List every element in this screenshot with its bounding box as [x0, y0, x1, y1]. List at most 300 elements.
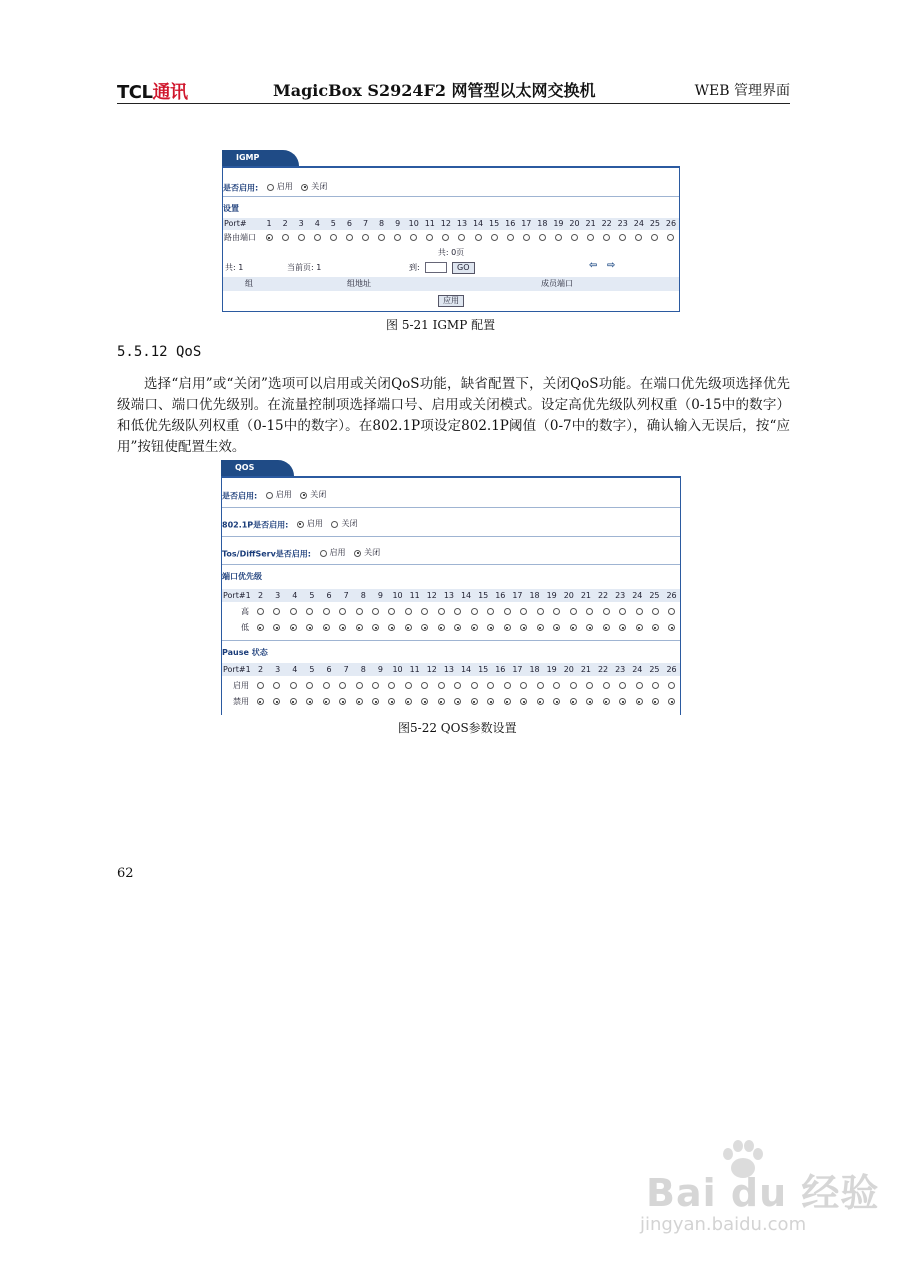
priority-low-radio-cell — [565, 621, 581, 634]
igmp-router-port-radio[interactable] — [330, 234, 337, 241]
pause-enable-radio-cell — [384, 679, 400, 692]
pause-enable-radio-cell — [565, 679, 581, 692]
pause-disable-radio-cell — [285, 695, 301, 708]
priority-high-radio[interactable] — [603, 608, 610, 615]
pause-disable-radio[interactable] — [553, 698, 560, 705]
priority-low-radio-cell — [499, 621, 515, 634]
pause-enable-radio[interactable] — [586, 682, 593, 689]
igmp-port-number: 21 — [585, 219, 596, 228]
priority-low-radio-cell — [351, 621, 367, 634]
igmp-port-number: 5 — [330, 219, 336, 228]
priority-high-radio[interactable] — [421, 608, 428, 615]
col-group-address: 组地址 — [347, 279, 371, 288]
priority-high-radio-cell — [483, 605, 499, 618]
igmp-goto-input[interactable] — [425, 262, 447, 273]
priority-high-radio[interactable] — [323, 608, 330, 615]
igmp-router-port-radio[interactable] — [667, 234, 674, 241]
priority-low-radio[interactable] — [306, 624, 313, 631]
pause-disable-radio[interactable] — [668, 698, 675, 705]
pause-enable-radio[interactable] — [323, 682, 330, 689]
priority-high-radio-cell — [664, 605, 680, 618]
pause-enable-radio[interactable] — [504, 682, 511, 689]
igmp-router-port-radio[interactable] — [539, 234, 546, 241]
priority-high-radio[interactable] — [504, 608, 511, 615]
priority-high-radio[interactable] — [520, 608, 527, 615]
pause-enable-radio-cell — [433, 679, 449, 692]
col-group: 组 — [245, 279, 253, 288]
igmp-router-port-radio-cell — [277, 232, 293, 244]
igmp-router-port-radio[interactable] — [555, 234, 562, 241]
priority-low-radio-cell — [301, 621, 317, 634]
pause-enable-radio-cell — [598, 679, 614, 692]
qos-enable-on-radio[interactable] — [266, 492, 273, 499]
pause-disable-radio[interactable] — [652, 698, 659, 705]
pause-disable-radio[interactable] — [438, 698, 445, 705]
pause-enable-radio[interactable] — [273, 682, 280, 689]
pause-disable-radio-cell — [417, 695, 433, 708]
igmp-router-port-radio-cell — [599, 232, 615, 244]
priority-high-radio[interactable] — [438, 608, 445, 615]
igmp-port-number: 2 — [282, 219, 288, 228]
priority-low-radio[interactable] — [553, 624, 560, 631]
pause-disable-radio[interactable] — [537, 698, 544, 705]
priority-high-radio[interactable] — [471, 608, 478, 615]
priority-low-radio-cell — [268, 621, 284, 634]
qos-port-number: 10 — [392, 665, 403, 674]
priority-high-radio[interactable] — [619, 608, 626, 615]
priority-low-radio[interactable] — [290, 624, 297, 631]
priority-high-radio[interactable] — [487, 608, 494, 615]
igmp-current-page: 当前页: 1 — [287, 263, 322, 272]
priority-high-radio-cell — [433, 605, 449, 618]
pause-enable-radio-cell — [252, 679, 268, 692]
pause-disable-radio-cell — [318, 695, 334, 708]
priority-high-radio[interactable] — [553, 608, 560, 615]
pause-enable-radio-cell — [532, 679, 548, 692]
priority-low-radio[interactable] — [388, 624, 395, 631]
igmp-enable-on-radio[interactable] — [267, 184, 274, 191]
priority-high-radio-cell — [400, 605, 416, 618]
priority-low-radio[interactable] — [438, 624, 445, 631]
igmp-router-port-radio[interactable] — [475, 234, 482, 241]
qos-port-number: 9 — [377, 591, 383, 600]
priority-low-radio-cell — [400, 621, 416, 634]
igmp-router-port-radio[interactable] — [314, 234, 321, 241]
igmp-router-port-radio[interactable] — [442, 234, 449, 241]
priority-high-radio[interactable] — [372, 608, 379, 615]
pause-disable-radio[interactable] — [586, 698, 593, 705]
igmp-router-port-radio[interactable] — [603, 234, 610, 241]
tos-on-option[interactable]: 启用 — [320, 546, 346, 560]
priority-high-radio[interactable] — [668, 608, 675, 615]
igmp-router-port-radio-cell — [566, 232, 582, 244]
priority-low-radio[interactable] — [570, 624, 577, 631]
qos-port-number: 14 — [460, 591, 472, 600]
priority-high-radio[interactable] — [273, 608, 280, 615]
qos-port-number: 6 — [326, 591, 332, 600]
igmp-config-panel — [222, 150, 680, 312]
igmp-router-port-radio[interactable] — [346, 234, 353, 241]
igmp-apply-row — [223, 294, 679, 308]
igmp-router-port-radio[interactable] — [298, 234, 305, 241]
igmp-go-button[interactable]: GO — [452, 262, 475, 274]
pause-disable-radio-cell — [664, 695, 680, 708]
pause-enable-radio[interactable] — [438, 682, 445, 689]
priority-low-radio[interactable] — [454, 624, 461, 631]
priority-low-radio-cell — [285, 621, 301, 634]
pause-disable-radio-cell — [351, 695, 367, 708]
next-page-arrow-icon[interactable]: ⇨ — [607, 260, 616, 271]
pause-disable-radio-cell — [252, 695, 268, 708]
pause-disable-radio-cell — [450, 695, 466, 708]
igmp-port-number: 9 — [395, 219, 401, 228]
pause-disable-radio[interactable] — [405, 698, 412, 705]
pause-disable-radio[interactable] — [323, 698, 330, 705]
igmp-router-port-radio-cell — [293, 232, 309, 244]
qos-port-number: 19 — [546, 591, 557, 600]
priority-low-radio[interactable] — [520, 624, 527, 631]
tos-on-radio[interactable] — [320, 550, 327, 557]
priority-low-radio[interactable] — [619, 624, 626, 631]
pause-disable-radio[interactable] — [570, 698, 577, 705]
priority-low-radio[interactable] — [603, 624, 610, 631]
pause-enable-radio[interactable] — [388, 682, 395, 689]
qos-port-number: 13 — [443, 591, 455, 600]
pause-disable-radio[interactable] — [339, 698, 346, 705]
igmp-settings-label-row — [223, 202, 679, 216]
pause-disable-radio[interactable] — [306, 698, 313, 705]
igmp-router-port-radio[interactable] — [491, 234, 498, 241]
pause-disable-radio[interactable] — [273, 698, 280, 705]
igmp-router-port-radio[interactable] — [266, 234, 273, 241]
p8021-on-radio[interactable] — [297, 521, 304, 528]
priority-low-radio[interactable] — [339, 624, 346, 631]
qos-port-number: 23 — [615, 591, 626, 600]
qos-port-number: 12 — [426, 591, 437, 600]
igmp-router-port-radio-cell — [454, 232, 470, 244]
pause-disable-radio-cell — [548, 695, 564, 708]
pause-enable-radio[interactable] — [668, 682, 675, 689]
figure-caption-igmp: 图 5-21 IGMP 配置 — [386, 318, 496, 332]
priority-low-radio[interactable] — [487, 624, 494, 631]
igmp-router-port-label: 路由端口 — [224, 233, 256, 242]
pause-enable-radio[interactable] — [520, 682, 527, 689]
igmp-router-port-radio-cell — [663, 232, 679, 244]
priority-high-row — [222, 605, 680, 618]
igmp-enable-label: 是否启用: — [223, 183, 259, 193]
prev-page-arrow-icon[interactable]: ⇦ — [589, 260, 598, 271]
priority-high-radio-cell — [466, 605, 482, 618]
priority-high-radio[interactable] — [356, 608, 363, 615]
pause-disable-radio-cell — [301, 695, 317, 708]
pause-enable-radio[interactable] — [553, 682, 560, 689]
priority-high-radio-cell — [252, 605, 268, 618]
pause-disable-radio[interactable] — [520, 698, 527, 705]
pause-disable-radio[interactable] — [636, 698, 643, 705]
igmp-router-port-radio[interactable] — [282, 234, 289, 241]
qos-port-number: 17 — [512, 591, 523, 600]
pause-disable-radio-cell — [433, 695, 449, 708]
priority-low-radio[interactable] — [504, 624, 511, 631]
p8021-off-radio[interactable] — [331, 521, 338, 528]
priority-high-radio-cell — [367, 605, 383, 618]
priority-high-radio-cell — [499, 605, 515, 618]
priority-high-radio-cell — [598, 605, 614, 618]
igmp-port-number: 16 — [505, 219, 516, 228]
pause-enable-radio[interactable] — [306, 682, 313, 689]
igmp-enable-off-radio[interactable] — [301, 184, 308, 191]
qos-port-number: 21 — [580, 591, 592, 600]
pause-disable-radio[interactable] — [290, 698, 297, 705]
igmp-router-port-radio[interactable] — [571, 234, 578, 241]
priority-high-radio[interactable] — [257, 608, 264, 615]
priority-high-radio-cell — [631, 605, 647, 618]
igmp-enable-on-option[interactable]: 启用 — [267, 180, 293, 194]
qos-enable-off-radio[interactable] — [300, 492, 307, 499]
qos-port-number: 18 — [529, 665, 540, 674]
priority-high-radio[interactable] — [537, 608, 544, 615]
igmp-port-number: 17 — [521, 219, 532, 228]
igmp-port-number: 8 — [379, 219, 385, 228]
document-section: WEB 管理界面 — [694, 83, 790, 99]
igmp-port-number: 24 — [633, 219, 644, 228]
pause-disable-radio[interactable] — [372, 698, 379, 705]
igmp-router-port-radio-cell — [502, 232, 518, 244]
pause-enable-radio[interactable] — [537, 682, 544, 689]
document-title: MagicBox S2924F2 网管型以太网交换机 — [273, 81, 596, 100]
priority-high-radio-cell — [581, 605, 597, 618]
priority-low-radio[interactable] — [356, 624, 363, 631]
qos-port-number: 20 — [563, 591, 574, 600]
igmp-port-number: 4 — [314, 219, 320, 228]
p8021-on-option[interactable]: 启用 — [297, 517, 323, 531]
pause-disable-radio[interactable] — [454, 698, 461, 705]
pause-enable-radio[interactable] — [372, 682, 379, 689]
pause-disable-radio-cell — [647, 695, 663, 708]
pause-enable-radio-cell — [268, 679, 284, 692]
pause-enable-radio[interactable] — [290, 682, 297, 689]
priority-low-radio-cell — [334, 621, 350, 634]
igmp-enable-off-option[interactable]: 关闭 — [301, 180, 327, 194]
pause-enable-radio-cell — [548, 679, 564, 692]
tcl-logo: TCL通讯 — [117, 82, 188, 103]
priority-high-radio-cell — [285, 605, 301, 618]
igmp-apply-button[interactable]: 应用 — [438, 295, 464, 307]
priority-high-radio-cell — [351, 605, 367, 618]
pause-enable-radio[interactable] — [471, 682, 478, 689]
igmp-router-port-radio[interactable] — [635, 234, 642, 241]
pause-disable-radio[interactable] — [504, 698, 511, 705]
igmp-router-port-radio-cell — [615, 232, 631, 244]
igmp-port-number: 6 — [346, 219, 352, 228]
igmp-router-port-radio-cell — [518, 232, 534, 244]
pause-enable-radio[interactable] — [356, 682, 363, 689]
pause-enable-radio-cell — [664, 679, 680, 692]
priority-high-radio-cell — [532, 605, 548, 618]
priority-high-radio-cell — [301, 605, 317, 618]
priority-high-radio-cell — [516, 605, 532, 618]
pause-enable-radio[interactable] — [636, 682, 643, 689]
priority-high-radio[interactable] — [290, 608, 297, 615]
priority-low-radio-cell — [483, 621, 499, 634]
pause-enable-radio-cell — [516, 679, 532, 692]
igmp-port-header-label: Port# — [224, 219, 247, 228]
igmp-port-number: 18 — [537, 219, 548, 228]
pause-enable-radio[interactable] — [487, 682, 494, 689]
pause-disable-radio-cell — [614, 695, 630, 708]
igmp-port-number: 15 — [489, 219, 500, 228]
pause-disable-radio[interactable] — [356, 698, 363, 705]
pause-enable-radio[interactable] — [405, 682, 412, 689]
pause-disable-radio[interactable] — [257, 698, 264, 705]
pause-disable-radio[interactable] — [388, 698, 395, 705]
tos-off-option[interactable]: 关闭 — [354, 546, 380, 560]
igmp-router-port-radio[interactable] — [362, 234, 369, 241]
pause-disable-radio-cell — [598, 695, 614, 708]
pause-disable-radio-cell — [466, 695, 482, 708]
pause-enable-radio-cell — [631, 679, 647, 692]
priority-high-radio[interactable] — [339, 608, 346, 615]
priority-low-radio[interactable] — [537, 624, 544, 631]
qos-port-number: 21 — [580, 665, 592, 674]
qos-port-number: 23 — [615, 665, 626, 674]
pause-enable-label: 启用 — [233, 681, 249, 690]
pause-disable-radio[interactable] — [603, 698, 610, 705]
qos-port-number: 26 — [666, 665, 677, 674]
pause-enable-radio[interactable] — [619, 682, 626, 689]
pause-disable-radio[interactable] — [471, 698, 478, 705]
priority-low-radio[interactable] — [257, 624, 264, 631]
igmp-router-port-radio[interactable] — [426, 234, 433, 241]
priority-high-radio[interactable] — [570, 608, 577, 615]
priority-low-radio-cell — [384, 621, 400, 634]
p8021-off-option[interactable]: 关闭 — [331, 517, 357, 531]
qos-port-number: 4 — [292, 591, 298, 600]
pause-port-header-label: Port#1 — [223, 665, 251, 674]
qos-port-number: 3 — [275, 665, 281, 674]
igmp-port-number: 14 — [472, 219, 484, 228]
igmp-router-port-radio-cell — [357, 232, 373, 244]
igmp-router-port-radio[interactable] — [410, 234, 417, 241]
watermark-url: jingyan.baidu.com — [640, 1214, 807, 1235]
igmp-router-port-radio[interactable] — [651, 234, 658, 241]
igmp-router-port-radio-cell — [309, 232, 325, 244]
priority-low-radio[interactable] — [421, 624, 428, 631]
igmp-pager-row — [223, 261, 679, 275]
qos-port-number: 24 — [632, 665, 643, 674]
qos-port-number: 16 — [495, 665, 506, 674]
qos-enable-off-option[interactable]: 关闭 — [300, 488, 326, 502]
pause-disable-radio[interactable] — [619, 698, 626, 705]
p8021-enable-label: 802.1P是否启用: — [222, 520, 289, 530]
pause-enable-radio[interactable] — [603, 682, 610, 689]
priority-high-radio[interactable] — [636, 608, 643, 615]
pause-enable-radio-cell — [285, 679, 301, 692]
igmp-router-port-radio-cell — [325, 232, 341, 244]
igmp-port-number: 3 — [298, 219, 304, 228]
igmp-port-number: 7 — [362, 219, 369, 228]
pause-disable-label: 禁用 — [233, 697, 249, 706]
priority-low-radio-cell — [548, 621, 564, 634]
priority-low-radio[interactable] — [323, 624, 330, 631]
qos-port-number: 13 — [443, 665, 455, 674]
igmp-router-port-radio[interactable] — [458, 234, 465, 241]
priority-low-radio[interactable] — [668, 624, 675, 631]
igmp-router-port-radio-cell — [374, 232, 390, 244]
qos-port-number: 8 — [360, 591, 366, 600]
priority-low-radio-cell — [581, 621, 597, 634]
priority-high-radio-cell — [417, 605, 433, 618]
igmp-router-port-radio[interactable] — [507, 234, 514, 241]
igmp-port-header-row — [223, 218, 679, 230]
qos-port-number: 12 — [426, 665, 437, 674]
priority-high-radio[interactable] — [405, 608, 412, 615]
priority-low-row — [222, 621, 680, 634]
priority-high-radio[interactable] — [454, 608, 461, 615]
qos-port-number: 24 — [632, 591, 643, 600]
priority-low-radio[interactable] — [586, 624, 593, 631]
priority-low-radio[interactable] — [471, 624, 478, 631]
priority-low-radio[interactable] — [652, 624, 659, 631]
igmp-port-number: 1 — [266, 219, 272, 228]
priority-high-radio[interactable] — [652, 608, 659, 615]
pause-enable-radio[interactable] — [421, 682, 428, 689]
pause-disable-radio-cell — [532, 695, 548, 708]
priority-low-radio[interactable] — [273, 624, 280, 631]
igmp-port-number: 11 — [424, 219, 435, 228]
priority-high-radio-cell — [548, 605, 564, 618]
priority-low-radio-cell — [450, 621, 466, 634]
qos-port-number: 5 — [309, 665, 315, 674]
pause-enable-radio[interactable] — [454, 682, 461, 689]
igmp-port-number: 22 — [601, 219, 612, 228]
qos-enable-on-option[interactable]: 启用 — [266, 488, 292, 502]
priority-low-radio-cell — [252, 621, 268, 634]
priority-high-radio[interactable] — [586, 608, 593, 615]
qos-port-number: 19 — [546, 665, 557, 674]
pause-enable-radio-cell — [367, 679, 383, 692]
igmp-port-number: 26 — [665, 219, 677, 228]
qos-port-number: 20 — [563, 665, 574, 674]
pause-enable-radio[interactable] — [652, 682, 659, 689]
priority-low-radio-cell — [433, 621, 449, 634]
priority-low-radio[interactable] — [636, 624, 643, 631]
baidu-jingyan-watermark — [640, 1140, 880, 1245]
igmp-router-port-radio[interactable] — [378, 234, 385, 241]
pause-enable-radio[interactable] — [339, 682, 346, 689]
priority-low-radio[interactable] — [405, 624, 412, 631]
priority-high-radio[interactable] — [306, 608, 313, 615]
igmp-router-port-row — [223, 232, 679, 244]
igmp-router-port-radio[interactable] — [523, 234, 530, 241]
priority-high-radio-cell — [614, 605, 630, 618]
igmp-router-port-radio[interactable] — [394, 234, 401, 241]
igmp-router-port-radio[interactable] — [587, 234, 594, 241]
section-heading: 5.5.12 QoS — [117, 344, 202, 360]
pause-enable-radio[interactable] — [257, 682, 264, 689]
pause-disable-radio[interactable] — [487, 698, 494, 705]
tos-off-radio[interactable] — [354, 550, 361, 557]
qos-enable-label: 是否启用: — [222, 491, 258, 501]
igmp-router-port-radio-cell — [534, 232, 550, 244]
priority-high-radio[interactable] — [388, 608, 395, 615]
priority-low-radio[interactable] — [372, 624, 379, 631]
pause-disable-radio[interactable] — [421, 698, 428, 705]
pause-enable-radio[interactable] — [570, 682, 577, 689]
pause-enable-radio-cell — [499, 679, 515, 692]
igmp-router-port-radio[interactable] — [619, 234, 626, 241]
pause-enable-radio-cell — [450, 679, 466, 692]
